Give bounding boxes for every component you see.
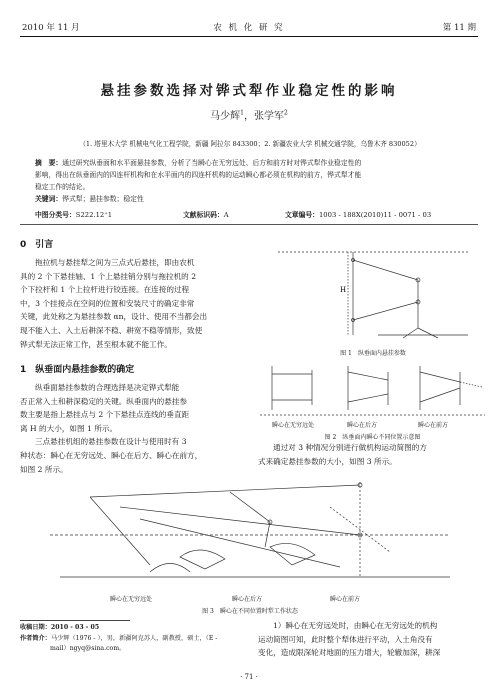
class-label: 中图分类号： — [35, 211, 76, 219]
fig3-label-rear: 瞬心在后方 — [232, 596, 263, 603]
footnote-email: mail）ngyq@sina.com。 — [50, 645, 126, 652]
s0-line-5: 关键，此处称之为悬挂参数 αn，设计、使用不当都会出 — [20, 312, 208, 322]
abstract-label: 摘 要： — [35, 159, 63, 167]
section-1-body — [20, 381, 246, 476]
s1-line-2: 否正常入土和耕深稳定的关键。纵垂面内的悬挂参 — [20, 396, 188, 406]
fig2-label-infinite: 瞬心在无穷远处 — [272, 422, 315, 429]
s0-line-2: 具的 2 个下悬挂轴、1 个上悬挂销分别与拖拉机的 2 — [20, 271, 197, 281]
figure-3-diagram — [30, 477, 470, 595]
fig1-label-h: H — [340, 286, 347, 294]
fig2-label-rear: 瞬心在后方 — [347, 422, 378, 429]
doc-label: 文献标识码： — [183, 211, 224, 219]
s0-line-3: 个下拉杆和 1 个上拉杆进行铰连接。在连接的过程 — [20, 285, 190, 295]
author-1-sup: 1 — [240, 109, 244, 117]
footnote-received: 收稿日期：2010 - 03 - 05 — [20, 624, 100, 631]
abstract-line-1: 通过研究纵垂面和水平面悬挂参数，分析了当瞬心在无穷远处、后方和前方时对铧式犁作业稳定性的 — [62, 159, 362, 167]
author-2-sup: 2 — [284, 109, 288, 117]
s1-line-5: 三点悬挂机组的悬挂参数在设计与使用时有 3 — [35, 437, 187, 447]
s1-line-7: 如图 2 所示。 — [20, 464, 68, 474]
fig2-label-front: 瞬心在前方 — [418, 422, 449, 429]
header-date: 2010 年 11 月 — [22, 23, 80, 33]
footnote — [20, 623, 246, 655]
section-0-heading: 0 引言 — [20, 240, 54, 250]
paper-title: 悬挂参数选择对铧式犁作业稳定性的影响 — [100, 83, 398, 99]
abstract-line-3: 稳定工作的结论。 — [35, 183, 90, 191]
br-line-2: 运动简图可知，此时整个犁体进行平动，入土角没有 — [258, 634, 433, 644]
author-1: 马少辉 — [210, 111, 241, 122]
abstract — [35, 157, 463, 205]
article-value: 1003 - 188X(2010)11 - 0071 - 03 — [318, 211, 432, 219]
abstract-rule — [20, 224, 478, 225]
s1-line-4: 离 H 的大小，如图 1 所示。 — [20, 423, 118, 433]
fig3-label-front: 瞬心在前方 — [330, 596, 361, 603]
doc-value: A — [223, 211, 229, 219]
s1-line-1: 纵垂面悬挂参数的合理选择是决定铧式犁能 — [35, 383, 180, 392]
header-issue: 第 11 期 — [442, 23, 476, 33]
figure-1-caption: 图 1 纵垂面内悬挂参数 — [340, 350, 406, 357]
footnote-bio: 马少辉（1976 - ），男，新疆阿克苏人，副教授，硕士，（E - — [50, 634, 218, 642]
doc-code — [183, 209, 229, 219]
footnote-rule — [20, 620, 130, 621]
classification — [35, 209, 112, 219]
s0-line-6: 现不能入土、入土后耕深不稳、耕宽不稳等情形，致使 — [20, 325, 203, 335]
article-label: 文章编号： — [285, 211, 319, 219]
footnote-bio-label: 作者简介： — [20, 634, 51, 642]
right-para — [258, 441, 480, 468]
s0-line-4: 中，3 个挂接点在空间的位置和安装尺寸的确定非常 — [20, 298, 195, 308]
header-rule — [20, 36, 478, 37]
s0-line-7: 铧式犁无法正常工作，甚至根本就不能工作。 — [20, 339, 172, 349]
figure-1-diagram — [268, 240, 478, 345]
s1-line-3: 数主要是指上悬挂点与 2 个下悬挂点连线的垂直距 — [20, 410, 190, 420]
section-0-body — [20, 256, 246, 351]
abstract-line-2: 影响，得出在纵垂面内的四连杆机构和在水平面内的四连杆机构的运动瞬心都必须在机构的前方，铧式犁才能 — [35, 171, 362, 179]
bottom-right-para — [258, 619, 480, 660]
figure-2-diagram — [260, 360, 485, 422]
br-line-3: 变化，造成限深轮对地面的压力增大，轮辙加深，耕深 — [258, 648, 441, 658]
affiliation: （1. 塔里木大学 机械电气化工程学院，新疆 阿拉尔 843300；2. 新疆农业大学 机械交通学院，乌鲁木齐 830052） — [79, 140, 421, 148]
keywords-label: 关键词： — [35, 195, 63, 203]
section-1-heading: 1 纵垂面内悬挂参数的确定 — [20, 365, 135, 375]
authors — [0, 107, 498, 122]
keywords-text: 铧式犁；悬挂参数；稳定性 — [62, 195, 144, 203]
author-2: 张学军 — [254, 111, 284, 122]
class-value: S222.12⁺1 — [75, 211, 113, 219]
fig3-label-infinite: 瞬心在无穷远处 — [110, 596, 153, 603]
figure-2-caption: 图 2 纵垂面内瞬心不同位置示意图 — [324, 434, 421, 441]
header-journal: 农 机 化 研 究 — [213, 23, 285, 33]
s1-line-6: 种状态：瞬心在无穷远处、瞬心在后方、瞬心在前方， — [20, 450, 203, 460]
s0-line-1: 拖拉机与悬挂犁之间为三点式后悬挂，即由农机 — [35, 258, 195, 267]
right-para-line-1: 通过对 3 种情况分别进行做机构运动简图的方 — [273, 443, 427, 452]
figure-3-caption: 图 3 瞬心在不同位置时犁工作状态 — [202, 608, 298, 615]
br-line-1: 1）瞬心在无穷远处时，由瞬心在无穷远处的机构 — [273, 621, 438, 630]
right-para-line-2: 式来确定悬挂参数的大小，如图 3 所示。 — [258, 456, 397, 466]
article-number — [285, 209, 431, 219]
page-number: · 71 · — [240, 673, 258, 681]
author-sep: ， — [244, 111, 254, 122]
